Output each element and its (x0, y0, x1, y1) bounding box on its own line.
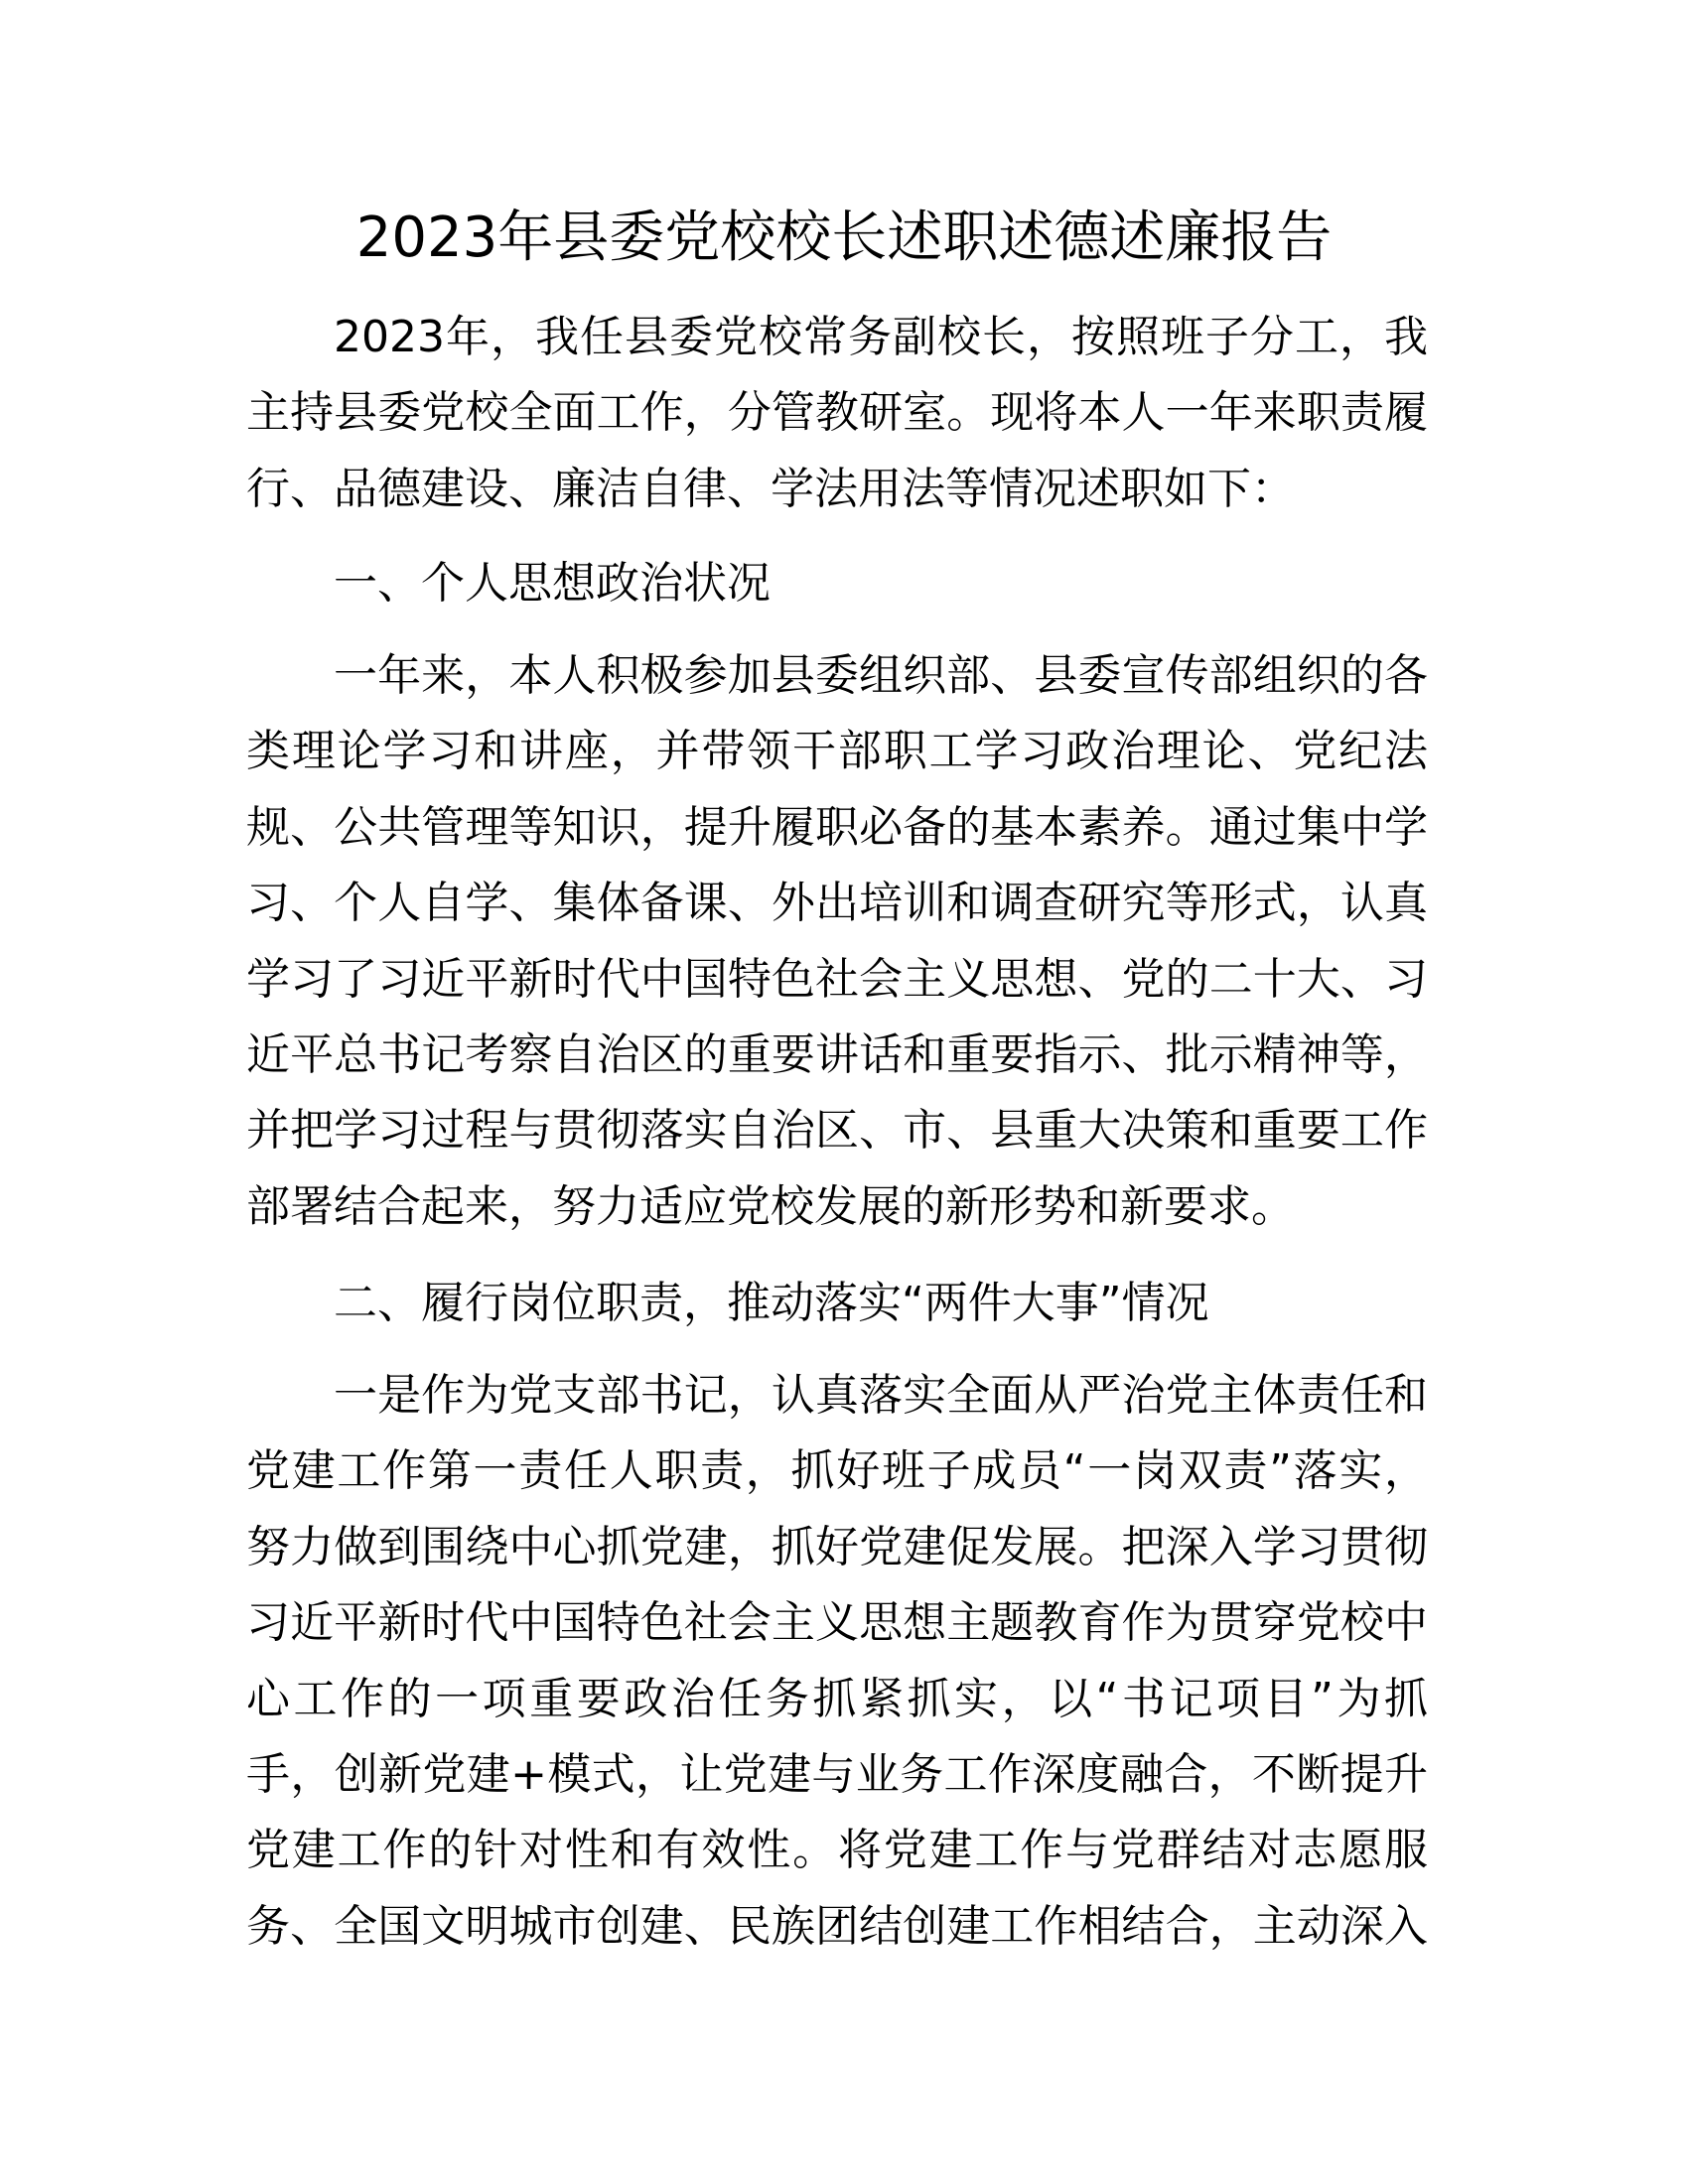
paragraph-line: 党建工作的针对性和有效性。将党建工作与党群结对志愿服 (246, 1825, 1428, 1876)
intro-paragraph (246, 300, 1428, 527)
paragraph-line: 部署结合起来，努力适应党校发展的新形势和新要求。 (246, 1180, 1295, 1232)
paragraph-line: 类理论学习和讲座，并带领干部职工学习政治理论、党纪法 (246, 726, 1428, 777)
paragraph-line: 务、全国文明城市创建、民族团结创建工作相结合，主动深入 (246, 1900, 1428, 1952)
section2-paragraph (246, 1358, 1428, 1965)
paragraph-line: 党建工作第一责任人职责，抓好班子成员“一岗双责”落实， (246, 1445, 1428, 1497)
section-heading-2 (246, 1266, 1428, 1341)
section-heading-1 (246, 546, 1428, 621)
section1-paragraph (246, 638, 1428, 1245)
paragraph-line: 习、个人自学、集体备课、外出培训和调查研究等形式，认真 (246, 878, 1428, 929)
heading-text: 一、个人思想政治状况 (334, 558, 771, 609)
paragraph-line: 近平总书记考察自治区的重要讲话和重要指示、批示精神等， (246, 1028, 1428, 1080)
paragraph-line: 一年来，本人积极参加县委组织部、县委宣传部组织的各 (334, 650, 1428, 701)
paragraph-line: 心工作的一项重要政治任务抓紧抓实，以“书记项目”为抓 (246, 1673, 1428, 1724)
paragraph-line: 学习了习近平新时代中国特色社会主义思想、党的二十大、习 (246, 953, 1428, 1005)
document-title: 2023年县委党校校长述职述德述廉报告 (355, 205, 1333, 270)
heading-text: 二、履行岗位职责，推动落实“两件大事”情况 (334, 1278, 1209, 1328)
paragraph-line: 习近平新时代中国特色社会主义思想主题教育作为贯穿党校中 (246, 1597, 1428, 1649)
paragraph-line: 行、品德建设、廉洁自律、学法用法等情况述职如下： (246, 463, 1295, 514)
paragraph-line: 主持县委党校全面工作，分管教研室。现将本人一年来职责履 (246, 387, 1428, 439)
paragraph-line: 一是作为党支部书记，认真落实全面从严治党主体责任和 (334, 1370, 1428, 1421)
paragraph-line: 努力做到围绕中心抓党建，抓好党建促发展。把深入学习贯彻 (246, 1521, 1428, 1572)
paragraph-line: 规、公共管理等知识，提升履职必备的基本素养。通过集中学 (246, 801, 1428, 853)
paragraph-line: 并把学习过程与贯彻落实自治区、市、县重大决策和重要工作 (246, 1105, 1428, 1157)
paragraph-line: 手，创新党建+模式，让党建与业务工作深度融合，不断提升 (246, 1748, 1428, 1800)
paragraph-line: 2023年，我任县委党校常务副校长，按照班子分工，我 (334, 312, 1428, 362)
